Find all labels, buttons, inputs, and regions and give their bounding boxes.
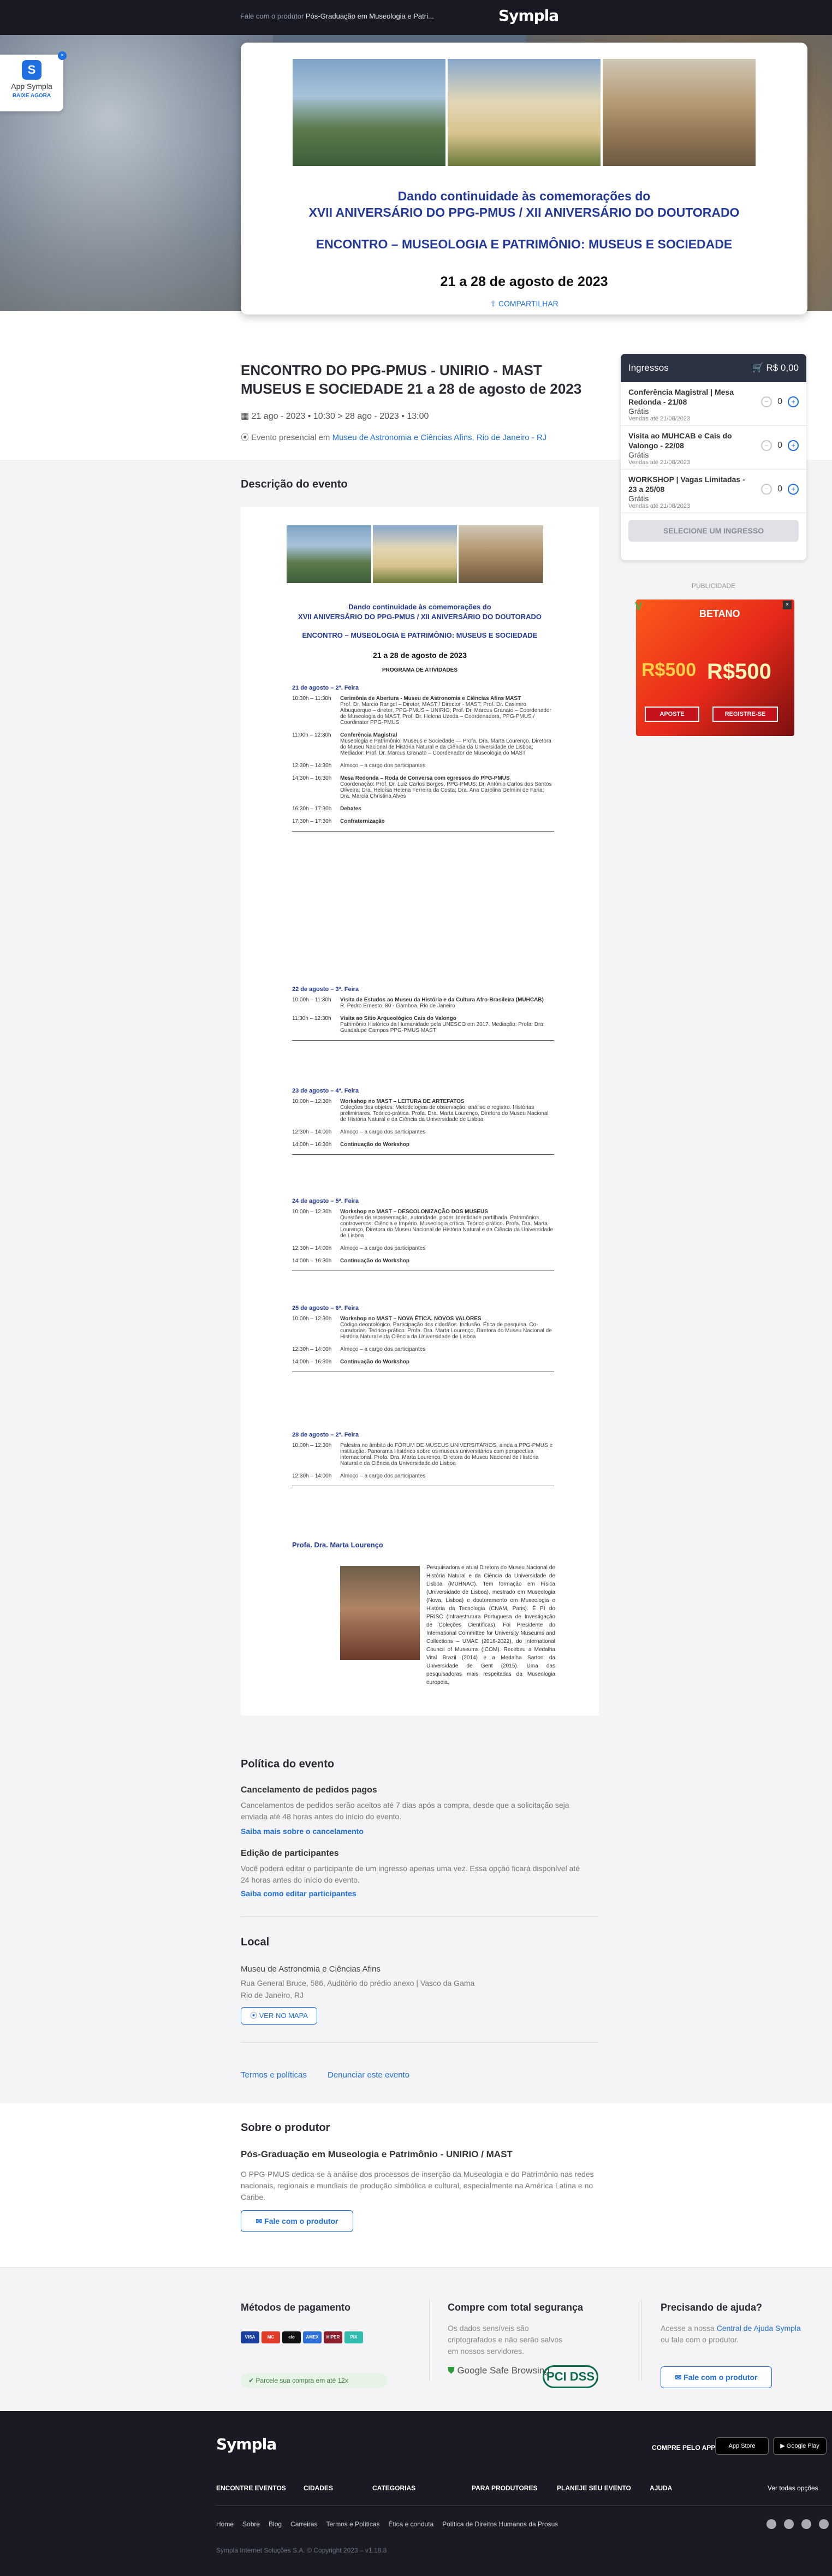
tickets-header: Ingressos 🛒 R$ 0,00 (621, 354, 806, 382)
calendar-icon: ▦ (241, 412, 252, 421)
program-day-2: 22 de agosto – 3ª. Feira 10:00h – 11:30h Visita de Estudos ao Museu da História e da Cultura Afro-Brasileira (MUHCAB) R. Pedro Ernesto, 80 - Gamboa, Rio de Janeiro 11:30h – 12:30h Visita ao Sítio Arqueológico Cais do Valongo Patrimônio Histórico da Humanidade pela UNESCO em 2017. Mediação: Profa. Dra. Guadalupe Campos PPG-PMUS MAST (292, 986, 554, 1041)
top-navbar (0, 0, 832, 35)
mail-icon: ✉ (255, 2217, 265, 2225)
program-day-6: 28 de agosto – 2ª. Feira 10:00h – 12:30h Palestra no âmbito do FÓRUM DE MUSEUS UNIVERSITÁRIOS, ainda a PPG-PMUS e instituição. Panorama Histórico sobre os museus universitários com perspectiva internacional. Profa. Dra. Marta Lourenço, Diretora do Museu Nacional de História Natural e da Ciência da Universidade de Lisboa 12:30h – 14:00h Almoço – a cargo dos participantes (292, 1432, 554, 1486)
program-day-3: 23 de agosto – 4ª. Feira 10:00h – 12:30h Workshop no MAST – LEITURA DE ARTEFATOS Coleções dos objetos: Metodologias de observação, análise e registro. Histórias preliminares. Teórico-prática. Profa. Dra. Marta Lourenço, Diretora do Museu Nacional de História Natural e da Ciência da Universidade de Lisboa 12:30h – 14:00h Almoço – a cargo dos participantes 14:00h – 16:30h Continuação do Workshop (292, 1088, 554, 1155)
report-event-link[interactable]: Denunciar este evento (328, 2070, 410, 2080)
edit-link[interactable]: Saiba como editar participantes (241, 1889, 356, 1898)
sympla-logo[interactable]: Sympla (498, 7, 559, 25)
ticket-item: Visita ao MUHCAB e Cais do Valongo - 22/08 Grátis Vendas até 21/08/2023 − 0 + (621, 426, 806, 470)
share-icon: ⇪ (490, 299, 498, 308)
location-address: Rua General Bruce, 586, Auditório do prédio anexo | Vasco da Gama (241, 1979, 475, 1987)
ticket-item: WORKSHOP | Vagas Limitadas - 23 a 25/08 Grátis Vendas até 21/08/2023 − 0 + (621, 470, 806, 513)
museum-building-photo (448, 59, 601, 166)
footer-logo[interactable]: Sympla (216, 2435, 277, 2453)
producer-heading: Sobre o produtor (241, 2122, 330, 2134)
increase-qty-button[interactable]: + (788, 396, 799, 407)
program-day-1: 21 de agosto – 2ª. Feira 10:30h – 11:30h Cerimônia de Abertura - Museu de Astronomia e Ciências Afins MAST Prof. Dr. Marcio Rangel – Diretor, MAST / Director - MAST; Prof. Dr. Casimiro Albuquerque – diretor, PPG-PMUS – UNIRIO; Prof. Dr. Marcus Granato – Coordenador de Museologia do MAST; Prof. Dr. Helena Uzeda – Coordenadora, PPG-PMUS / Coordinator PPG-PMUS 11:00h – 12:30h Conferência Magistral Museologia e Patrimônio: Museus e Sociedade — Profa. Dra. Marta Lourenço, Diretora do Museu Nacional de História Natural e da Ciência da Universidade de Lisboa; Mediador: Prof. Dr. Marcus Granato – Coordenador de Museologia do MAST 12:30h – 14:30h Almoço – a cargo dos participantes 14:30h – 16:30h Mesa Redonda – Roda de Conversa com egressos do PPG-PMUS Coordenação: Prof. Dr. Luiz Carlos Borges, PPG-PMUS; Dr. Antônio Carlos dos Santos Oliveira; Dra. Heloísa Helena Ferreira da Costa; Dra. Ana Carolina Gelmini de Faria; Dra. Marcia Christina Alves 16:30h – 17:30h Debates 17:30h – 17:30h Confraternização (292, 685, 554, 832)
tickets-panel (621, 354, 806, 560)
description-photos (287, 525, 543, 583)
producer-text: O PPG-PMUS dedica-se à análise dos processos de inserção da Museologia e do Patrimônio nas redes nacionais, regionais e mundiais de produção simbólica e cultural, especialmente na América Latina e no Caribe. (241, 2170, 594, 2201)
footer-cat-item[interactable]: ENCONTRE EVENTOS (216, 2484, 286, 2492)
visa-icon: VISA (241, 2331, 259, 2343)
footer-link[interactable]: Home (216, 2520, 234, 2528)
decrease-qty-button[interactable]: − (761, 440, 772, 451)
sympla-app-icon: S (22, 60, 41, 80)
ad-close-icon[interactable]: × (783, 601, 792, 609)
event-place-link[interactable]: Museu de Astronomia e Ciências Afins, Rio de Janeiro - RJ (332, 433, 547, 442)
app-store-button[interactable]: App Store (715, 2437, 769, 2455)
payment-methods (241, 2331, 372, 2343)
location-city: Rio de Janeiro, RJ (241, 1991, 304, 1999)
cancel-link[interactable]: Saiba mais sobre o cancelamento (241, 1827, 364, 1836)
producer-name: Pós-Graduação em Museologia e Patrimônio - UNIRIO / MAST (241, 2149, 513, 2159)
amex-icon: AMEX (303, 2331, 322, 2343)
footer-cat-item[interactable]: CIDADES (304, 2484, 334, 2492)
hipercard-icon: HIPER (324, 2331, 342, 2343)
footer-cat-item[interactable]: CATEGORIAS (372, 2484, 416, 2492)
terms-link[interactable]: Termos e políticas (241, 2070, 307, 2080)
help-center-link[interactable]: Central de Ajuda Sympla (716, 2324, 801, 2332)
increase-qty-button[interactable]: + (788, 440, 799, 451)
ad-label: PUBLICIDADE (691, 582, 736, 590)
banner-date: 21 a 28 de agosto de 2023 (440, 274, 608, 289)
professor-bio: Pesquisadora e atual Diretora do Museu Nacional de História Natural e da Ciência da Universidade de Lisboa (MUHNAC). Tem formação em Física (Universidade de Lisboa), mestrado em Museologia (Nova, Lisboa) e doutoramento em Museologia e História da Tecnologia (CNAM, Paris). É PI do PRISC (Infraestrutura Portuguesa de Investigação de Coleções Científicas). Foi Presidente do International Committee for University Museums and Collections – UMAC (2016-2022), do International Council of Museums (ICOM). Recebeu a Medalha Vital Brazil (2014) e a Medalha Sarton da Universidade de Gent (2015). Uma das pesquisadoras mais respeitadas da Museologia europeia. (426, 1565, 555, 1685)
payment-heading: Métodos de pagamento (241, 2302, 351, 2313)
event-date: ▦ 21 ago - 2023 • 10:30 > 28 ago - 2023 • 13:00 (241, 412, 429, 421)
footer-cat-item[interactable]: AJUDA (650, 2484, 673, 2492)
social-links (766, 2519, 829, 2529)
location-name: Museu de Astronomia e Ciências Afins (241, 1964, 381, 1974)
footer-links (216, 2520, 558, 2528)
location-pin-icon: ⦿ (241, 433, 252, 442)
decrease-qty-button[interactable]: − (761, 396, 772, 407)
decrease-qty-button[interactable]: − (761, 484, 772, 495)
copyright: Sympla Internet Soluções S.A. © Copyright 2023 – v1.18.8 (216, 2547, 387, 2554)
edit-title: Edição de participantes (241, 1849, 339, 1858)
elo-icon: elo (282, 2331, 301, 2343)
archaeological-site-photo (603, 59, 756, 166)
cancel-text: Cancelamentos de pedidos serão aceitos até 7 dias após a compra, desde que a solicitação seja enviada até 48 horas antes do início do evento. (241, 1801, 569, 1821)
shield-icon: ⛊ (448, 2365, 457, 2376)
pci-dss-badge: PCI DSS (543, 2365, 598, 2388)
footer-link[interactable]: Carreiras (290, 2520, 318, 2528)
help-contact-button[interactable]: ✉ Fale com o produtor (661, 2366, 772, 2388)
program-day-4: 24 de agosto – 5ª. Feira 10:00h – 12:30h Workshop no MAST – DESCOLONIZAÇÃO DOS MUSEUS Questões de representação, autoridade, poder. Identidade partilhada. Patrimônios controversos. Ciência e Império. Museologia crítica. Teórico-prático. Profa. Dra. Marta Lourenço, Diretora do Museu Nacional de História Natural e da Ciência da Universidade de Lisboa 12:30h – 14:00h Almoço – a cargo dos participantes 14:00h – 16:30h Continuação do Workshop (292, 1198, 554, 1271)
footer-link[interactable]: Ética e conduta (388, 2520, 434, 2528)
view-map-button[interactable]: ⦿ VER NO MAPA (241, 2007, 317, 2025)
mail-icon: ✉ (675, 2373, 684, 2382)
banner-line-3: ENCONTRO – MUSEOLOGIA E PATRIMÔNIO: MUSEUS E SOCIEDADE (316, 237, 733, 251)
location-heading: Local (241, 1936, 270, 1948)
program-day-5: 25 de agosto – 6ª. Feira 10:00h – 12:30h Workshop no MAST – NOVA ÉTICA. NOVOS VALORES Código deontológico. Participação dos cidadãos. Inclusão. Ética de pesquisa. Co-curadorias. Teórico-prático. Profa. Dra. Marta Lourenço, Diretora do Museu Nacional de História Natural e da Ciência da Universidade de Lisboa 12:30h – 14:00h Almoço – a cargo dos participantes 14:00h – 16:30h Continuação do Workshop (292, 1305, 554, 1372)
banner-line-1: Dando continuidade às comemorações do (397, 189, 651, 203)
footer (0, 2411, 832, 2576)
linkedin-icon[interactable] (819, 2519, 829, 2529)
description-card: Dando continuidade às comemorações do XVII ANIVERSÁRIO DO PPG-PMUS / XII ANIVERSÁRIO DO DOUTORADO ENCONTRO – MUSEOLOGIA E PATRIMÔNIO: MUSEUS E SOCIEDADE 21 a 28 de agosto de 2023 PROGRAMA DE ATIVIDADES 21 de agosto – 2ª. Feira 10:30h – 11:30h Cerimônia de Abertura - Museu de Astronomia e Ciências Afins MAST Prof. Dr. Marcio Rangel – Diretor, MAST / Director - MAST; Prof. Dr. Casimiro Albuquerque – diretor, PPG-PMUS – UNIRIO; Prof. Dr. Marcus Granato – Coordenador de Museologia do MAST; Prof. Dr. Helena Uzeda – Coordenadora, PPG-PMUS / Coordinator PPG-PMUS 11:00h – 12:30h Conferência Magistral Museologia e Patrimônio: Museus e Sociedade — Profa. Dra. Marta Lourenço, Diretora do Museu Nacional de História Natural e da Ciência da Universidade de Lisboa; Mediador: Prof. Dr. Marcus Granato – Coordenador de Museologia do MAST 12:30h – 14:30h Almoço – a cargo dos participantes 14:30h – 16:30h Mesa Redonda – Roda de Conversa com egressos do PPG-PMUS Coordenação: Prof. Dr. Luiz Carlos Borges, PPG-PMUS; Dr. Antônio Carlos dos Santos Oliveira; Dra. Heloísa Helena Ferreira da Costa; Dra. Ana Carolina Gelmini de Faria; Dra. Marcia Christina Alves 16:30h – 17:30h Debates 17:30h – 17:30h Confraternização 22 de agosto – 3ª. Feira 10:00h – 11:30h Visita de Estudos ao Museu da História e da Cultura Afro-Brasileira (MUHCAB) R. Pedro Ernesto, 80 - Gamboa, Rio de Janeiro 11:30h – 12:30h Visita ao Sítio Arqueológico Cais do Valongo Patrimônio Histórico da Humanidade pela UNESCO em 2017. Mediação: Profa. Dra. Guadalupe Campos PPG-PMUS MAST 23 de agosto – 4ª. Feira 10:00h – 12:30h Workshop no MAST – LEITURA DE ARTEFATOS Coleções dos objetos: Metodologias de observação, análise e registro. Histórias preliminares. Teórico-prática. Profa. Dra. Marta Lourenço, Diretora do Museu Nacional de História Natural e da Ciência da Universidade de Lisboa 12:30h – 14:00h Almoço – a cargo dos participantes 14:00h – 16:30h Continuação do Workshop 24 de agosto – 5ª. Feira 10:00h – 12:30h Workshop no MAST – DESCOLONIZAÇÃO DOS MUSEUS Questões de representação, autoridade, poder. Identidade partilhada. Patrimônios controversos. Ciência e Império. Museologia crítica. Teórico-prático. Profa. Dra. Marta Lourenço, Diretora do Museu Nacional de História Natural e da Ciência da Universidade de Lisboa 12:30h – 14:00h Almoço – a cargo dos participantes 14:00h – 16:30h Continuação do Workshop 25 de agosto – 6ª. Feira 10:00h – 12:30h Workshop no MAST – NOVA ÉTICA. NOVOS VALORES Código deontológico. Participação dos cidadãos. Inclusão. Ética de pesquisa. Co-curadorias. Teórico-prático. Profa. Dra. Marta Lourenço, Diretora do Museu Nacional de História Natural e da Ciência da Universidade de Lisboa 12:30h – 14:00h Almoço – a cargo dos participantes 14:00h – 16:30h Continuação do Workshop 28 de agosto – 2ª. Feira 10:00h – 12:30h Palestra no âmbito do FÓRUM DE MUSEUS UNIVERSITÁRIOS, ainda a PPG-PMUS e instituição. Panorama Histórico sobre os museus universitários com perspectiva internacional. Profa. Dra. Marta Lourenço, Diretora do Museu Nacional de História Natural e da Ciência da Universidade de Lisboa 12:30h – 14:00h Almoço – a cargo dos participantes Profa. Dra. Marta Lourenço Pesquisadora e atual Diretora do Museu Nacional de História Natural e da Ciência da Universidade de Lisboa (MUHNAC). Tem formação em Física (Universidade de Lisboa), mestrado em Museologia (Nova, Lisboa) e doutoramento em Museologia e História da Tecnologia (CNAM, Paris). É PI do PRISC (Infraestrutura Portuguesa de Investigação de Coleções Científicas). Foi Presidente do International Committee for University Museums and Collections – UMAC (2016-2022), do International Council of Museums (ICOM). Recebeu a Medalha Vital Brazil (2014) e a Medalha Sarton da Universidade de Gent (2015). Uma das pesquisadoras mais respeitadas da Museologia europeia. (241, 507, 599, 1716)
event-banner (241, 43, 807, 314)
footer-all-options[interactable]: Ver todas opções (768, 2484, 818, 2492)
footer-cat-item[interactable]: PLANEJE SEU EVENTO (557, 2484, 631, 2492)
check-icon: ✔ (248, 2377, 256, 2384)
footer-link[interactable]: Política de Direitos Humanos da Prosus (442, 2520, 558, 2528)
help-text: Acesse a nossa Central de Ajuda Sympla ou fale com o produtor. (661, 2324, 801, 2344)
facebook-icon[interactable] (766, 2519, 776, 2529)
contact-producer-button[interactable]: ✉ Fale com o produtor (241, 2210, 353, 2232)
sugarloaf-photo (293, 59, 445, 166)
close-icon[interactable]: × (58, 51, 67, 60)
app-badge-title: App Sympla (11, 82, 52, 91)
pix-icon: PIX (344, 2331, 363, 2343)
mastercard-icon: MC (262, 2331, 280, 2343)
app-download-badge[interactable] (0, 52, 64, 111)
app-label: COMPRE PELO APP (652, 2444, 716, 2452)
banner-line-2: XVII ANIVERSÁRIO DO PPG-PMUS / XII ANIVERSÁRIO DO DOUTORADO (308, 205, 740, 219)
help-heading: Precisando de ajuda? (661, 2302, 763, 2313)
footer-cat-item[interactable]: PARA PRODUTORES (472, 2484, 538, 2492)
security-heading: Compre com total segurança (448, 2302, 584, 2313)
play-icon: ▶ (780, 2443, 787, 2449)
app-badge-cta[interactable]: BAIXE AGORA (12, 93, 51, 99)
professor-photo (340, 1566, 420, 1660)
share-button[interactable]: ⇪ COMPARTILHAR (490, 299, 558, 308)
cart-icon: 🛒 (752, 363, 766, 373)
twitter-icon[interactable] (784, 2519, 794, 2529)
cancel-title: Cancelamento de pedidos pagos (241, 1785, 377, 1795)
map-pin-icon: ⦿ (250, 2011, 259, 2020)
event-title: ENCONTRO DO PPG-PMUS - UNIRIO - MAST MUSEUS E SOCIEDADE 21 a 28 de agosto de 2023 (241, 362, 582, 397)
banner-photos (293, 59, 756, 166)
policy-heading: Política do evento (241, 1758, 335, 1770)
event-place: ⦿ Evento presencial em Museu de Astronomia e Ciências Afins, Rio de Janeiro - RJ (241, 433, 547, 442)
footer-link[interactable]: Sobre (242, 2520, 260, 2528)
select-ticket-button[interactable]: SELECIONE UM INGRESSO (628, 520, 799, 542)
ticket-item: Conferência Magistral | Mesa Redonda - 21/08 Grátis Vendas até 21/08/2023 − 0 + (621, 382, 806, 426)
edit-text: Você poderá editar o participante de um ingresso apenas uma vez. Essa opção ficará disponível até 24 horas antes do início do evento. (241, 1864, 580, 1884)
installments-badge: ✔ Parcele sua compra em até 12x (241, 2373, 387, 2388)
youtube-icon[interactable] (801, 2519, 811, 2529)
advertisement[interactable]: BETANO R$500 R$500 APOSTE REGISTRE-SE (636, 600, 794, 736)
security-text: Os dados sensíveis são criptografados e não serão salvos em nossos servidores. (448, 2324, 563, 2355)
professor-heading: Profa. Dra. Marta Lourenço (292, 1541, 383, 1549)
footer-link[interactable]: Termos e Políticas (326, 2520, 380, 2528)
ad-choices-icon[interactable]: V (635, 601, 643, 613)
google-safe-browsing-badge: ⛊ Google Safe Browsing (448, 2365, 550, 2376)
google-play-button[interactable]: ▶ Google Play (773, 2437, 827, 2455)
description-heading: Descrição do evento (241, 478, 348, 490)
producer-link[interactable]: Fale com o produtor Pós-Graduação em Museologia e Patri... (240, 12, 434, 20)
footer-link[interactable]: Blog (269, 2520, 282, 2528)
increase-qty-button[interactable]: + (788, 484, 799, 495)
